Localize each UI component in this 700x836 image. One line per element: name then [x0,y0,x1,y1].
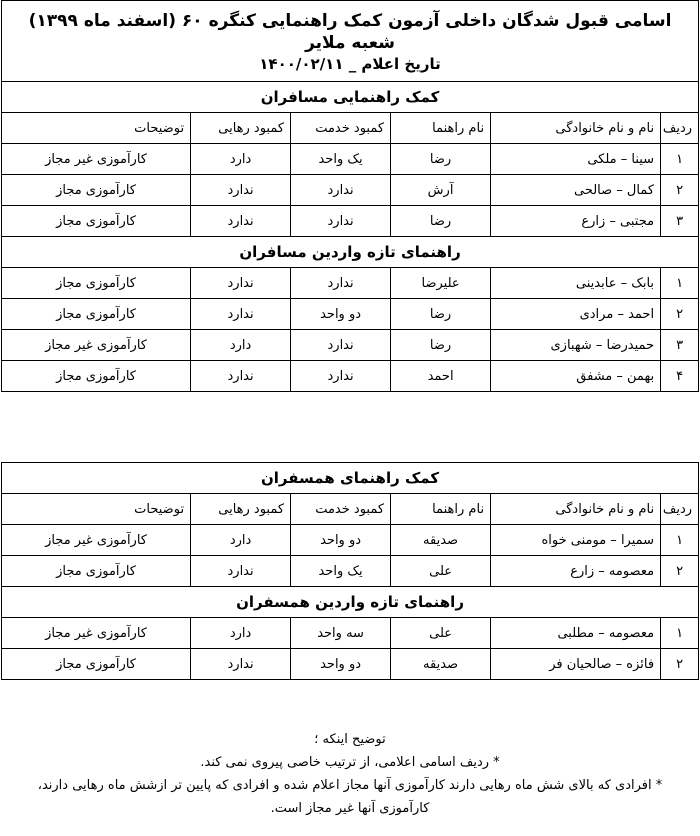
table-row [2,206,699,237]
table-row [2,330,699,361]
table-row [2,556,699,587]
row-name: مجتبی – زارع [491,206,661,237]
row-description: کارآموزی مجاز [2,556,191,587]
row-service-deficit: ندارد [291,175,391,206]
document-header [2,1,699,82]
row-description: کارآموزی مجاز [2,299,191,330]
column-header-description: توضیحات [2,113,191,144]
row-release-deficit: ندارد [191,206,291,237]
row-index: ۱ [661,618,699,649]
row-release-deficit: دارد [191,330,291,361]
row-service-deficit: سه واحد [291,618,391,649]
row-index: ۲ [661,299,699,330]
section-title: کمک راهنمایی مسافران [2,82,699,113]
row-index: ۳ [661,206,699,237]
row-release-deficit: دارد [191,144,291,175]
column-header-name: نام و نام خانوادگی [491,494,661,525]
row-guide: علی [391,618,491,649]
row-release-deficit: ندارد [191,649,291,680]
column-header-name: نام و نام خانوادگی [491,113,661,144]
table-row [2,144,699,175]
table-row [2,361,699,392]
column-header-index: ردیف [661,494,699,525]
row-service-deficit: یک واحد [291,556,391,587]
row-index: ۱ [661,144,699,175]
row-description: کارآموزی مجاز [2,649,191,680]
row-name: معصومه – زارع [491,556,661,587]
announcement-date: تاریخ اعلام _ ۱۴۰۰/۰۲/۱۱ [259,55,441,73]
notes-line: * ردیف اسامی اعلامی، از ترتیب خاصی پیروی نمی کند. [200,755,500,770]
notes-block [20,728,680,820]
row-guide: صدیقه [391,525,491,556]
row-description: کارآموزی غیر مجاز [2,330,191,361]
row-name: فائزه – صالحیان فر [491,649,661,680]
column-header-description: توضیحات [2,494,191,525]
row-name: احمد – مرادی [491,299,661,330]
row-name: کمال – صالحی [491,175,661,206]
results-table-travelers [1,0,699,392]
row-description: کارآموزی مجاز [2,361,191,392]
row-description: کارآموزی غیر مجاز [2,525,191,556]
section-title: کمک راهنمای همسفران [2,463,699,494]
row-release-deficit: ندارد [191,556,291,587]
row-service-deficit: دو واحد [291,649,391,680]
row-description: کارآموزی غیر مجاز [2,144,191,175]
column-header-service-deficit: کمبود خدمت [291,113,391,144]
row-guide: آرش [391,175,491,206]
row-description: کارآموزی مجاز [2,268,191,299]
notes-title: توضیح اینکه ؛ [314,732,386,747]
branch-name: شعبه ملایر [305,33,395,53]
column-header-service-deficit: کمبود خدمت [291,494,391,525]
row-release-deficit: ندارد [191,175,291,206]
row-name: حمیدرضا – شهبازی [491,330,661,361]
row-service-deficit: یک واحد [291,144,391,175]
row-guide: رضا [391,144,491,175]
row-index: ۱ [661,525,699,556]
row-name: معصومه – مطلبی [491,618,661,649]
row-index: ۲ [661,649,699,680]
row-release-deficit: ندارد [191,299,291,330]
column-header-release-deficit: کمبود رهایی [191,113,291,144]
notes-line: کارآموزی آنها غیر مجاز است. [270,801,430,816]
row-index: ۱ [661,268,699,299]
row-index: ۴ [661,361,699,392]
table-row [2,268,699,299]
row-index: ۲ [661,175,699,206]
row-name: بابک – عابدینی [491,268,661,299]
column-header-row [2,494,699,525]
row-guide: رضا [391,299,491,330]
table-row [2,649,699,680]
column-header-guide: نام راهنما [391,494,491,525]
row-service-deficit: دو واحد [291,525,391,556]
row-name: سینا – ملکی [491,144,661,175]
row-release-deficit: دارد [191,525,291,556]
row-service-deficit: ندارد [291,330,391,361]
results-table-companions [1,462,699,680]
row-index: ۲ [661,556,699,587]
row-description: کارآموزی غیر مجاز [2,618,191,649]
row-guide: احمد [391,361,491,392]
table-row [2,525,699,556]
column-header-release-deficit: کمبود رهایی [191,494,291,525]
notes-line: * افرادی که بالای شش ماه رهایی دارند کارآموزی آنها مجاز اعلام شده و افرادی که پایین تر ازشش ماه رهایی دارند، [37,778,663,793]
row-service-deficit: ندارد [291,206,391,237]
row-name: سمیرا – مومنی خواه [491,525,661,556]
column-header-row [2,113,699,144]
table-row [2,299,699,330]
row-description: کارآموزی مجاز [2,175,191,206]
section-title: راهنمای تازه واردین همسفران [2,587,699,618]
row-release-deficit: ندارد [191,361,291,392]
row-index: ۳ [661,330,699,361]
row-guide: رضا [391,330,491,361]
table-row [2,618,699,649]
row-release-deficit: دارد [191,618,291,649]
row-description: کارآموزی مجاز [2,206,191,237]
column-header-guide: نام راهنما [391,113,491,144]
row-guide: علی [391,556,491,587]
row-service-deficit: ندارد [291,361,391,392]
table-row [2,175,699,206]
row-guide: صدیقه [391,649,491,680]
row-guide: رضا [391,206,491,237]
row-service-deficit: ندارد [291,268,391,299]
section-title: راهنمای تازه واردین مسافران [2,237,699,268]
row-service-deficit: دو واحد [291,299,391,330]
row-name: بهمن – مشفق [491,361,661,392]
row-guide: علیرضا [391,268,491,299]
document-title: اسامی قبول شدگان داخلی آزمون کمک راهنمایی کنگره ۶۰ (اسفند ماه ۱۳۹۹) [28,11,672,31]
column-header-index: ردیف [661,113,699,144]
row-release-deficit: ندارد [191,268,291,299]
